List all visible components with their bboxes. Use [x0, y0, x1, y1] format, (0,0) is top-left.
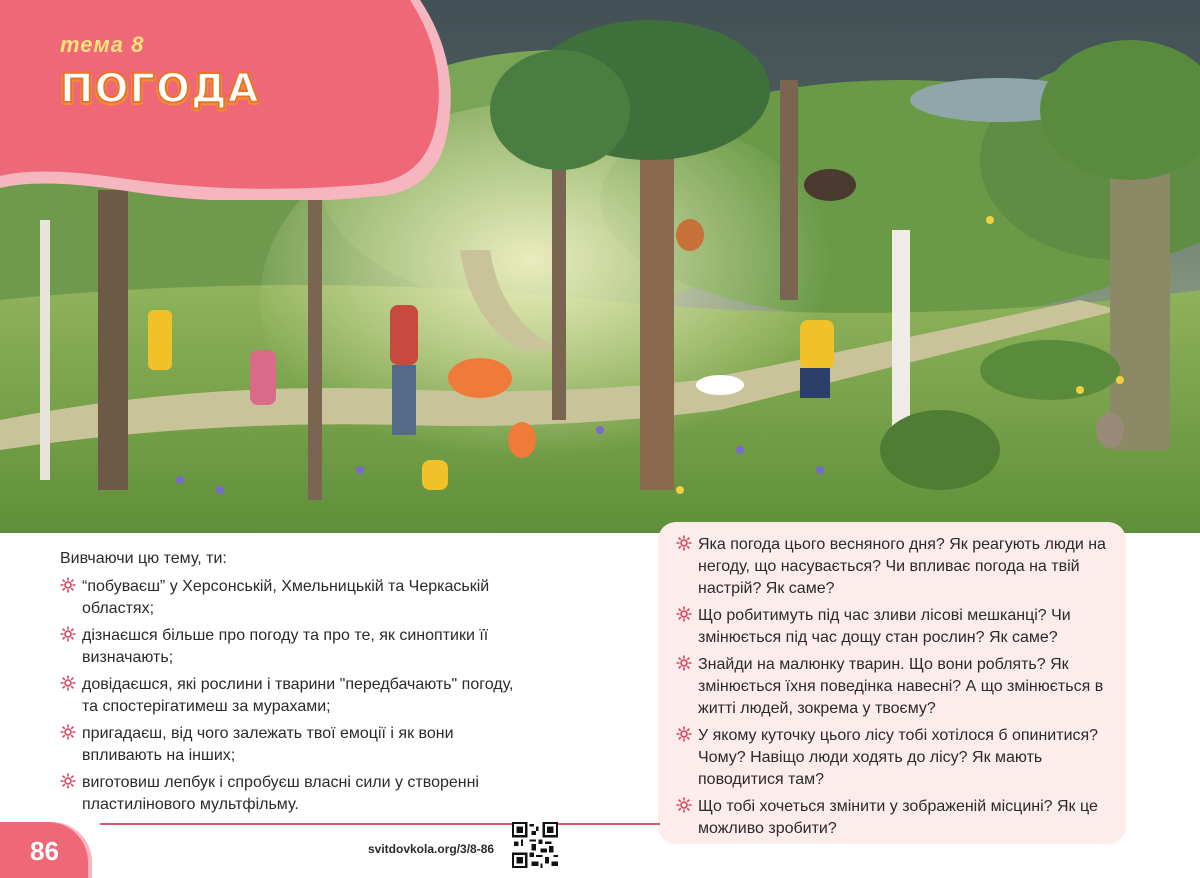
list-item-text: пригадаєш, від чого залежать твої емоції і як вони впливають на інших; [82, 725, 454, 764]
questions-list [676, 534, 1112, 840]
question-item [676, 654, 1112, 720]
list-item [60, 723, 530, 767]
list-item [60, 772, 530, 816]
list-item-text: виготовиш лепбук і спробуєш власні сили у створенні пластилінового мультфільму. [82, 774, 479, 813]
list-item-text: довідаєшся, які рослини і тварини "передбачають" погоду, та спостерігатимеш за мурахами; [82, 676, 514, 715]
list-item [60, 674, 530, 718]
page-number: 86 [30, 836, 59, 866]
question-item [676, 534, 1112, 600]
question-item [676, 725, 1112, 791]
question-text: У якому куточку цього лісу тобі хотілося б опинитися? Чому? Навіщо люди ходять до лісу? Як мають поводитися там? [698, 727, 1099, 788]
sun-bullet-icon [676, 726, 692, 742]
list-item [60, 625, 530, 669]
list-item-text: “побуваєш” у Херсонській, Хмельницькій та Черкаській областях; [82, 578, 490, 617]
questions-box [658, 522, 1126, 844]
sun-bullet-icon [676, 797, 692, 813]
intro-lead: Вивчаючи цю тему, ти: [60, 550, 227, 567]
site-link[interactable]: svitdovkola.org/3/8-86 [368, 842, 495, 856]
list-item [60, 576, 530, 620]
question-text: Яка погода цього весняного дня? Як реагують люди на негоду, що насувається? Чи впливає погода на твій настрій? Як саме? [698, 536, 1106, 597]
sun-bullet-icon [676, 535, 692, 551]
list-item-text: дізнаєшся більше про погоду та про те, як синоптики її визначають; [82, 627, 489, 666]
sun-bullet-icon [676, 606, 692, 622]
topic-title: ПОГОДА [60, 66, 260, 112]
question-text: Що робитимуть під час зливи лісові мешканці? Чи змінюється під час дощу стан рослин? Як саме? [698, 607, 1071, 646]
qr-code-icon[interactable] [512, 822, 558, 868]
question-text: Що тобі хочеться змінити у зображеній місцині? Як це можливо зробити? [698, 798, 1098, 837]
footer-divider [100, 823, 660, 825]
question-item [676, 796, 1112, 840]
intro-list [60, 576, 530, 816]
topic-label: тема 8 [60, 32, 145, 57]
sun-bullet-icon [60, 675, 76, 691]
sun-bullet-icon [60, 577, 76, 593]
question-item [676, 605, 1112, 649]
question-text: Знайди на малюнку тварин. Що вони роблять? Як змінюється їхня поведінка навесні? А що змінюється в житті людей, зокрема у твоєму? [698, 656, 1104, 717]
sun-bullet-icon [676, 655, 692, 671]
sun-bullet-icon [60, 773, 76, 789]
sun-bullet-icon [60, 724, 76, 740]
sun-bullet-icon [60, 626, 76, 642]
intro-section [60, 548, 530, 821]
